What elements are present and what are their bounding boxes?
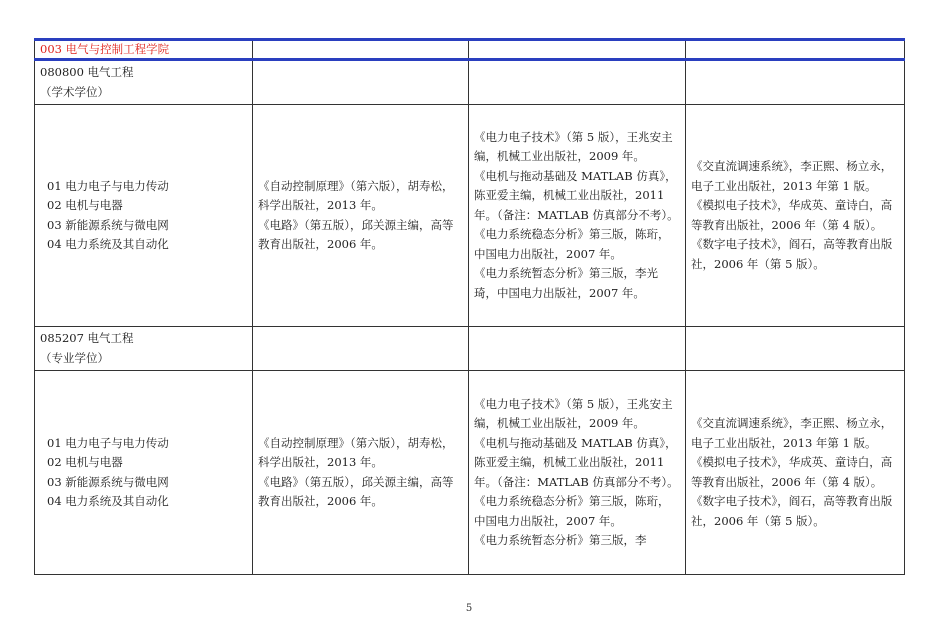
empty-cell <box>469 60 686 105</box>
empty-cell <box>253 40 469 60</box>
book-entry: 《交直流调速系统》，李正熙、杨立永，电子工业出版社，2013 年第 1 版。 <box>691 416 893 450</box>
major-cell <box>35 327 253 371</box>
major-row <box>35 60 905 105</box>
book-entry: 《电力电子技术》（第 5 版），王兆安主编，机械工业出版社，2009 年。 <box>474 129 673 164</box>
book-entry: 《电机与拖动基础及 MATLAB 仿真》，陈亚爱主编，机械工业出版社，2011 年。（备注：MATLAB 仿真部分不考）。 <box>474 168 679 222</box>
book-entry: 《模拟电子技术》，华成英、童诗白，高等教育出版社，2006 年（第 4 版）。 <box>691 198 893 232</box>
catalog-table <box>34 38 905 575</box>
retest-books-cell <box>469 371 686 575</box>
direction-row <box>35 105 905 327</box>
college-name: 003 电气与控制工程学院 <box>40 42 170 56</box>
book-entry: 《电力系统暂态分析》第三版，李光琦，中国电力出版社，2007 年。 <box>474 266 658 300</box>
book-entry: 《交直流调速系统》，李正熙、杨立永，电子工业出版社，2013 年第 1 版。 <box>691 159 893 193</box>
direction-row <box>35 371 905 575</box>
empty-cell <box>253 60 469 105</box>
retest-books-cell <box>469 105 686 327</box>
equal-books-cell <box>686 105 905 327</box>
direction-item: 02 电机与电器 <box>47 198 123 212</box>
book-entry: 《数字电子技术》，阎石，高等教育出版社，2006 年（第 5 版）。 <box>691 494 893 528</box>
book-entry: 《数字电子技术》，阎石，高等教育出版社，2006 年（第 5 版）。 <box>691 237 893 271</box>
book-entry: 《电力系统稳态分析》第三版，陈珩，中国电力出版社，2007 年。 <box>474 227 670 261</box>
major-cell <box>35 60 253 105</box>
page-number: 5 <box>465 603 473 614</box>
college-header-row <box>35 40 905 60</box>
direction-item: 01 电力电子与电力传动 <box>47 178 169 193</box>
direction-item: 01 电力电子与电力传动 <box>47 435 169 450</box>
degree-type: （学术学位） <box>40 84 109 99</box>
document-page <box>34 38 904 575</box>
empty-cell <box>253 327 469 371</box>
empty-cell <box>469 40 686 60</box>
book-entry: 《模拟电子技术》，华成英、童诗白，高等教育出版社，2006 年（第 4 版）。 <box>691 455 893 489</box>
direction-item: 04 电力系统及其自动化 <box>47 494 169 508</box>
empty-cell <box>686 60 905 105</box>
exam-books-cell <box>253 371 469 575</box>
direction-item: 04 电力系统及其自动化 <box>47 237 169 251</box>
exam-books-cell <box>253 105 469 327</box>
book-entry: 《自动控制原理》（第六版），胡寿松，科学出版社，2013 年。 <box>258 435 454 469</box>
direction-item: 03 新能源系统与微电网 <box>47 217 169 232</box>
directions-cell <box>35 105 253 327</box>
book-entry: 《电机与拖动基础及 MATLAB 仿真》，陈亚爱主编，机械工业出版社，2011 年。（备注：MATLAB 仿真部分不考）。 <box>474 435 679 489</box>
book-entry: 《自动控制原理》（第六版），胡寿松，科学出版社，2013 年。 <box>258 178 454 212</box>
empty-cell <box>686 40 905 60</box>
book-entry: 《电路》（第五版），邱关源主编，高等教育出版社，2006 年。 <box>258 474 454 508</box>
book-entry: 《电力电子技术》（第 5 版），王兆安主编，机械工业出版社，2009 年。 <box>474 396 673 430</box>
degree-type: （专业学位） <box>40 350 109 365</box>
major-code: 085207 电气工程 <box>40 331 134 345</box>
empty-cell <box>686 327 905 371</box>
empty-cell <box>469 327 686 371</box>
book-entry: 《电力系统稳态分析》第三版，陈珩，中国电力出版社，2007 年。 <box>474 494 670 528</box>
direction-item: 03 新能源系统与微电网 <box>47 474 169 489</box>
college-name-cell <box>35 40 253 60</box>
major-code: 080800 电气工程 <box>40 65 134 79</box>
book-entry: 《电力系统暂态分析》第三版，李 <box>474 533 647 547</box>
major-row <box>35 327 905 371</box>
equal-books-cell <box>686 371 905 575</box>
directions-cell <box>35 371 253 575</box>
direction-item: 02 电机与电器 <box>47 455 123 469</box>
book-entry: 《电路》（第五版），邱关源主编，高等教育出版社，2006 年。 <box>258 217 454 251</box>
